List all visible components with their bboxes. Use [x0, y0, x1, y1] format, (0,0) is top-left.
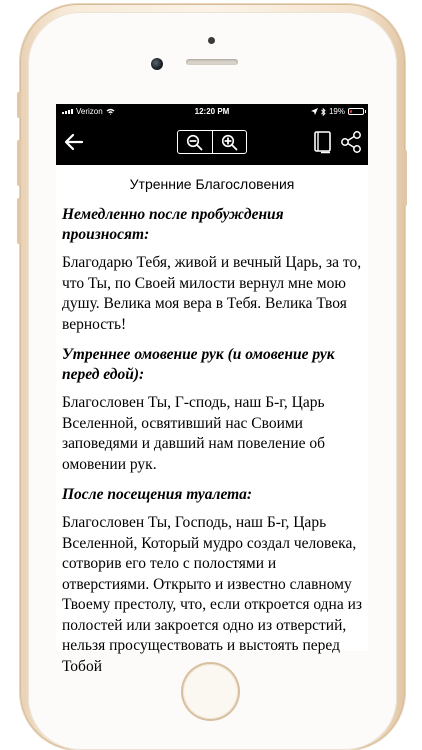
bluetooth-icon: [321, 108, 326, 116]
share-button[interactable]: [340, 130, 362, 154]
proximity-sensor: [208, 37, 215, 44]
zoom-out-icon: [186, 134, 203, 151]
app-screen: [56, 104, 368, 675]
top-toolbar: [56, 120, 368, 165]
zoom-in-button[interactable]: [212, 131, 247, 153]
section-heading: Немедленно после пробуждения произносят:: [62, 206, 284, 243]
battery-level-fill: [350, 110, 352, 113]
volume-up-button: [17, 140, 21, 186]
zoom-controls: [177, 130, 247, 154]
book-icon: [313, 130, 333, 154]
section-heading: Утреннее омовение рук (и омовение рук перед едой):: [62, 346, 335, 383]
location-icon: [311, 108, 318, 115]
carrier-label: Verizon: [76, 107, 103, 116]
battery-icon: [348, 108, 364, 115]
front-camera: [151, 58, 163, 70]
battery-percent: 19%: [328, 107, 345, 116]
arrow-left-icon: [62, 130, 86, 154]
mute-switch: [17, 92, 21, 118]
bookmarks-button[interactable]: [313, 130, 333, 154]
zoom-in-icon: [221, 134, 238, 151]
section-body: Благословен Ты, Г-сподь, наш Б-г, Царь Вселенной, освятивший нас Своими заповедями и давший нам повеление об омовении рук.: [62, 394, 326, 473]
zoom-out-button[interactable]: [178, 131, 212, 153]
section-heading: После посещения туалета:: [62, 486, 253, 503]
status-bar: [56, 104, 368, 120]
prayer-content[interactable]: [56, 165, 368, 677]
page-title: Утренние Благословения: [129, 176, 295, 192]
power-button: [403, 150, 407, 206]
section-body: Благодарю Тебя, живой и вечный Царь, за то, что Ты, по Своей милости вернул мне мою душу. Велика моя вера в Тебя. Велика Твоя верность!: [62, 254, 362, 333]
back-button[interactable]: [62, 130, 86, 154]
volume-down-button: [17, 198, 21, 244]
section-body: Благословен Ты, Господь, наш Б-г, Царь Вселенной, Который мудро создал человека, сотворив его тело с полостями и отверстиями. Открыто и известно славному Твоему престолу, что, если откроется одна из полостей или закроется одно из отверстий, нельзя просуществовать и выстоять перед Тобой: [62, 514, 362, 675]
earpiece-speaker: [186, 59, 238, 65]
home-button[interactable]: [183, 664, 238, 719]
status-time: 12:20 PM: [194, 107, 230, 116]
share-icon: [340, 130, 362, 154]
